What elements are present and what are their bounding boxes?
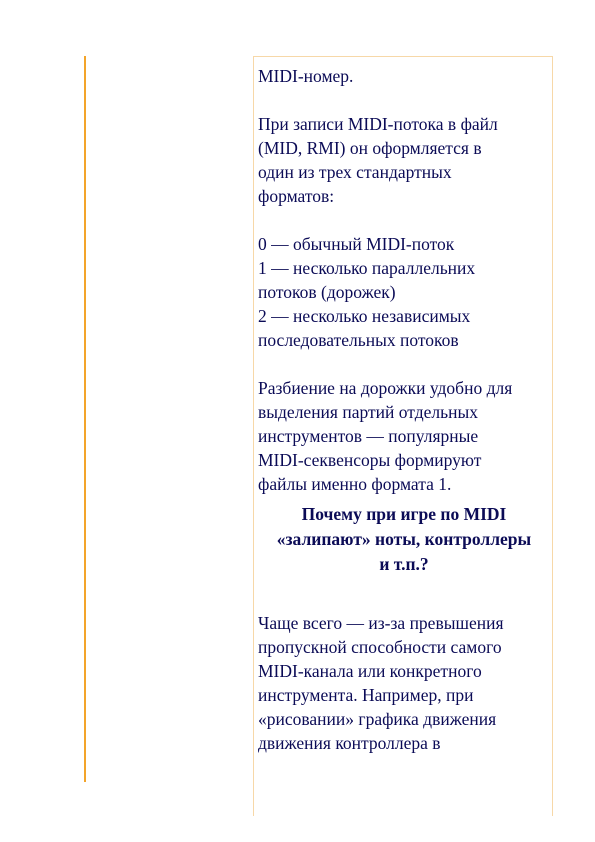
format-item-2-cont: последовательных потоков (258, 330, 459, 350)
text-line: При записи MIDI-потока в файл (258, 114, 498, 134)
text-line: (MID, RMI) он оформляется в (258, 138, 482, 158)
text-line: инструментов — популярные (258, 426, 479, 446)
text-line: «рисовании» графика движения (258, 709, 497, 729)
text-line: Чаще всего — из-за превышения (258, 613, 504, 633)
text-line: файлы именно формата 1. (258, 474, 452, 494)
paragraph-gap (258, 208, 550, 232)
paragraph-gap (258, 352, 550, 376)
left-margin-rule (84, 56, 86, 782)
section-heading-line: Почему при игре по MIDI (301, 504, 507, 524)
paragraph-gap (258, 88, 550, 112)
text-line: Разбиение на дорожки удобно для (258, 378, 513, 398)
format-item-0: 0 — обычный MIDI-поток (258, 234, 455, 254)
text-line: MIDI-номер. (258, 66, 354, 86)
format-item-1-cont: потоков (дорожек) (258, 282, 396, 302)
format-item-1: 1 — несколько параллельних (258, 258, 476, 278)
format-item-2: 2 — несколько независимых (258, 306, 471, 326)
text-line: MIDI-секвенсоры формируют (258, 450, 482, 470)
text-line: форматов: (258, 186, 335, 206)
text-line: один из трех стандартных (258, 162, 452, 182)
paragraph-gap (258, 577, 550, 611)
text-line: MIDI-канала или конкретного (258, 661, 482, 681)
section-heading-line: «залипают» ноты, контроллеры (276, 529, 532, 549)
section-heading-line: и т.п.? (379, 554, 429, 574)
text-column (258, 64, 550, 755)
text-line: движения контроллера в (258, 733, 441, 753)
text-line: инструмента. Например, при (258, 685, 474, 705)
text-line: пропускной способности самого (258, 637, 502, 657)
text-line: выделения партий отдельных (258, 402, 478, 422)
